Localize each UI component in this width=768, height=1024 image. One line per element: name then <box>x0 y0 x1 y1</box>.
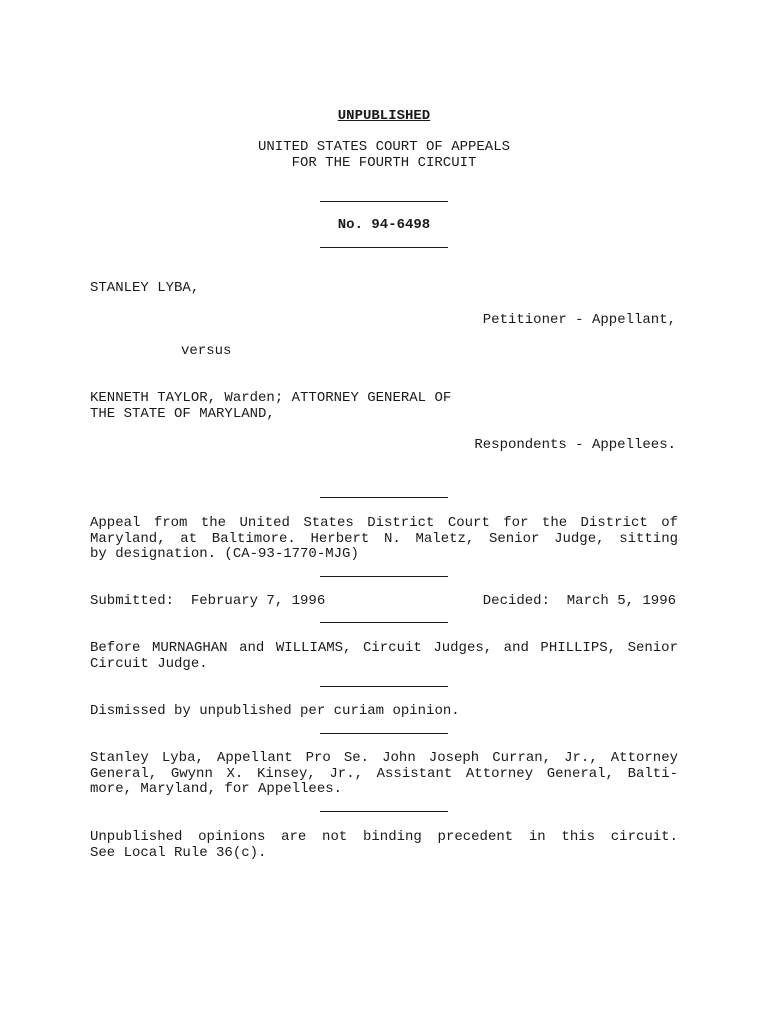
appeal-line2: Maryland, at Baltimore. Herbert N. Maletz, Senior Judge, sitting <box>90 530 678 547</box>
counsel-paragraph <box>90 751 678 798</box>
respondent-role: Respondents - Appellees. <box>474 437 676 453</box>
disposition: Dismissed by unpublished per curiam opinion. <box>90 703 460 719</box>
panel-line2: Circuit Judge. <box>90 655 208 672</box>
panel-line1: Before MURNAGHAN and WILLIAMS, Circuit Judges, and PHILLIPS, Senior <box>90 640 678 656</box>
divider <box>320 201 448 202</box>
case-number: No. 94-6498 <box>337 217 431 233</box>
publication-status: UNPUBLISHED <box>337 108 431 124</box>
petitioner-role: Petitioner - Appellant, <box>482 312 676 328</box>
counsel-line3: more, Maryland, for Appellees. <box>90 781 343 797</box>
counsel-line1: Stanley Lyba, Appellant Pro Se. John Joseph Curran, Jr., Attorney <box>90 750 678 766</box>
appeal-line3: by designation. (CA-93-1770-MJG) <box>90 546 359 562</box>
counsel-line2: General, Gwynn X. Kinsey, Jr., Assistant Attorney General, Balti- <box>90 765 678 782</box>
submitted-date: Submitted: February 7, 1996 <box>90 593 326 609</box>
notice-paragraph <box>90 830 678 861</box>
divider <box>320 622 448 623</box>
appeal-line1: Appeal from the United States District Court for the District of <box>90 515 678 531</box>
divider <box>320 733 448 734</box>
divider <box>320 497 448 498</box>
divider <box>320 686 448 687</box>
respondent-line2: THE STATE OF MARYLAND, <box>90 406 275 422</box>
decided-date: Decided: March 5, 1996 <box>482 593 676 609</box>
divider <box>320 811 448 812</box>
appeal-paragraph <box>90 516 678 563</box>
court-name-line1: UNITED STATES COURT OF APPEALS <box>257 139 511 155</box>
court-name-line2: FOR THE FOURTH CIRCUIT <box>291 155 477 171</box>
petitioner-name: STANLEY LYBA, <box>90 280 200 296</box>
divider <box>320 576 448 577</box>
notice-line1: Unpublished opinions are not binding precedent in this circuit. <box>90 829 678 845</box>
versus-label: versus <box>181 343 232 359</box>
divider <box>320 247 448 248</box>
notice-line2: See Local Rule 36(c). <box>90 844 267 861</box>
panel-paragraph <box>90 641 678 672</box>
respondent-line1: KENNETH TAYLOR, Warden; ATTORNEY GENERAL OF <box>90 390 452 406</box>
